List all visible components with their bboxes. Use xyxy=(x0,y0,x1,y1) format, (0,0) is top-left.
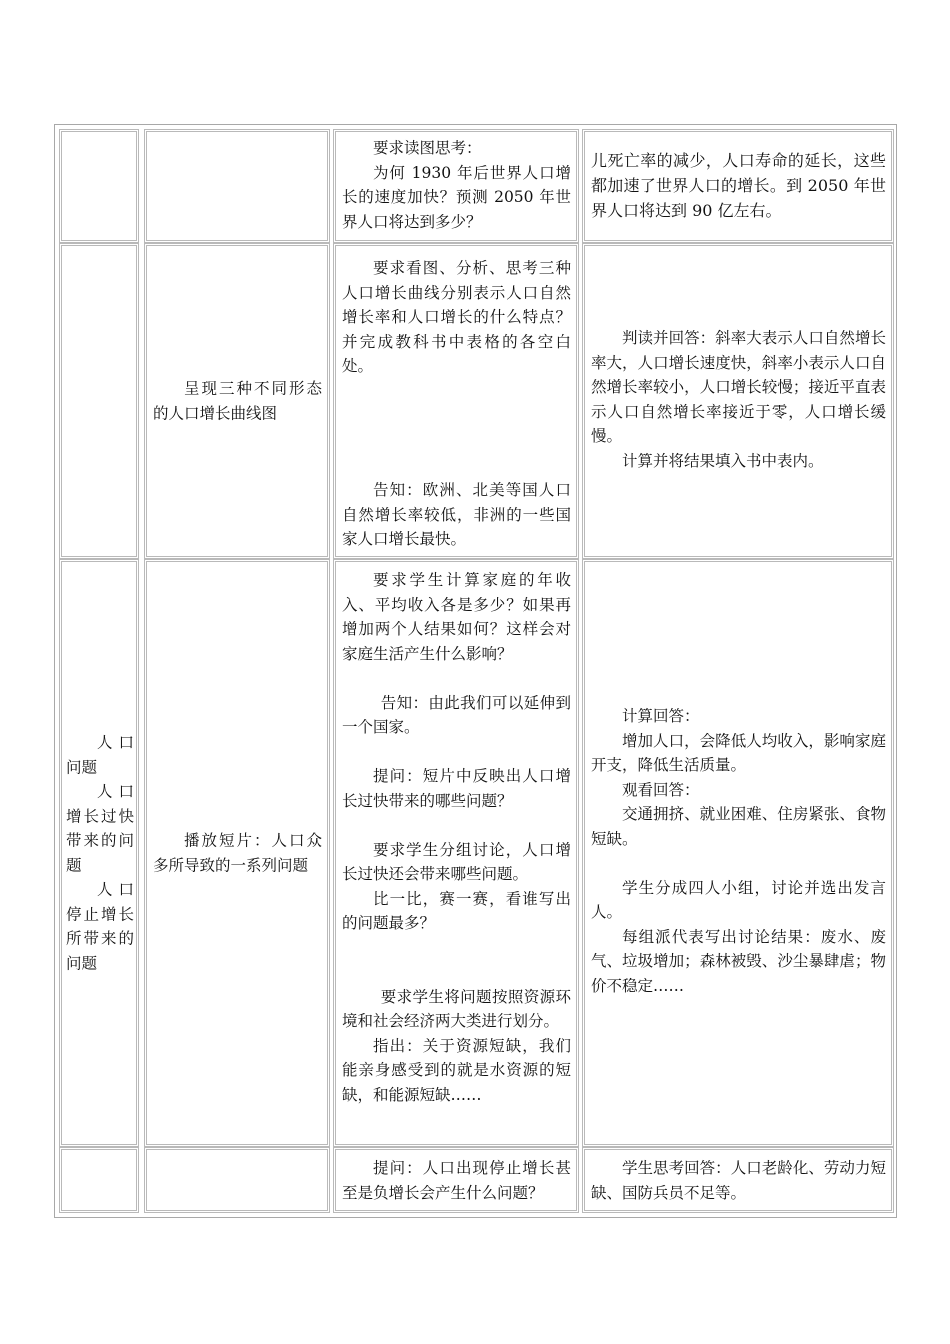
student-text: 儿死亡率的减少，人口寿命的延长，这些都加速了世界人口的增长。到 2050 年世界人口将达到 90 亿左右。 xyxy=(591,151,886,220)
table-cell-activity xyxy=(144,559,330,1147)
student-text: 学生分成四人小组，讨论并选出发言人。 xyxy=(591,878,886,921)
teacher-text: 告知：欧洲、北美等国人口自然增长率较低，非洲的一些国家人口增长最快。 xyxy=(342,481,571,548)
student-text: 每组派代表写出讨论结果：废水、废气、垃圾增加；森林被毁、沙尘暴肆虐；物价不稳定…… xyxy=(591,927,886,995)
table-row xyxy=(59,243,892,559)
table-cell-teacher xyxy=(333,1147,579,1213)
table-cell-teacher xyxy=(333,129,579,243)
table-row xyxy=(59,1147,892,1213)
table-cell-activity xyxy=(144,129,330,243)
student-text: 计算回答： xyxy=(622,707,700,725)
teacher-text: 为何 1930 年后世界人口增长的速度加快？预测 2050 年世界人口将达到多少？ xyxy=(342,163,571,231)
teacher-text: 要求学生计算家庭的年收入、平均收入各是多少？如果再增加两个人结果如何？这样会对家庭生活产生什么影响？ xyxy=(342,571,571,663)
table-cell-student xyxy=(582,1147,894,1213)
activity-text: 呈现三种不同形态的人口增长曲线图 xyxy=(153,379,322,422)
topic-text: 人口停止增长所带来的问题 xyxy=(66,880,134,972)
table-cell-teacher xyxy=(333,559,579,1147)
table-row xyxy=(59,559,892,1147)
teacher-text: 比一比，赛一赛，看谁写出的问题最多？ xyxy=(342,889,571,932)
teacher-text: 要求看图、分析、思考三种人口增长曲线分别表示人口自然增长率和人口增长的什么特点？并完成教科书中表格的各空白处。 xyxy=(342,259,571,375)
student-text: 计算并将结果填入书中表内。 xyxy=(622,451,824,470)
lesson-plan-table xyxy=(54,124,897,1218)
student-text: 交通拥挤、就业困难、住房紧张、食物短缺。 xyxy=(591,805,886,848)
table-cell-activity xyxy=(144,1147,330,1213)
table-cell-student xyxy=(582,243,894,559)
teacher-text: 告知：由此我们可以延伸到一个国家。 xyxy=(342,693,571,736)
table-cell-topic xyxy=(59,243,139,559)
table-cell-topic xyxy=(59,129,139,243)
table-cell-teacher xyxy=(333,243,579,559)
teacher-text: 提问：人口出现停止增长甚至是负增长会产生什么问题？ xyxy=(342,1159,571,1202)
teacher-text: 指出：关于资源短缺，我们能亲身感受到的就是水资源的短缺，和能源短缺…… xyxy=(342,1036,571,1104)
student-text: 学生思考回答：人口老龄化、劳动力短缺、国防兵员不足等。 xyxy=(591,1159,886,1202)
table-cell-activity xyxy=(144,243,330,559)
teacher-text: 要求学生分组讨论，人口增长过快还会带来哪些问题。 xyxy=(342,840,571,883)
table-cell-topic xyxy=(59,559,139,1147)
topic-text: 人口问题 xyxy=(66,733,134,776)
table-cell-student xyxy=(582,129,894,243)
teacher-text: 提问：短片中反映出人口增长过快带来的哪些问题？ xyxy=(342,767,571,810)
teacher-text: 要求学生将问题按照资源环境和社会经济两大类进行划分。 xyxy=(342,987,571,1030)
table-cell-topic xyxy=(59,1147,139,1213)
student-text: 判读并回答：斜率大表示人口自然增长率大，人口增长速度快，斜率小表示人口自然增长率较小，人口增长较慢；接近平直表示人口自然增长率接近于零，人口增长缓慢。 xyxy=(591,329,886,445)
student-text: 观看回答： xyxy=(622,780,700,799)
teacher-text: 要求读图思考： xyxy=(373,139,482,157)
student-text: 增加人口，会降低人均收入，影响家庭开支，降低生活质量。 xyxy=(591,731,886,774)
topic-text: 人口增长过快带来的问题 xyxy=(66,782,134,874)
activity-text: 播放短片：人口众多所导致的一系列问题 xyxy=(153,831,322,874)
table-row xyxy=(59,129,892,243)
table-cell-student xyxy=(582,559,894,1147)
